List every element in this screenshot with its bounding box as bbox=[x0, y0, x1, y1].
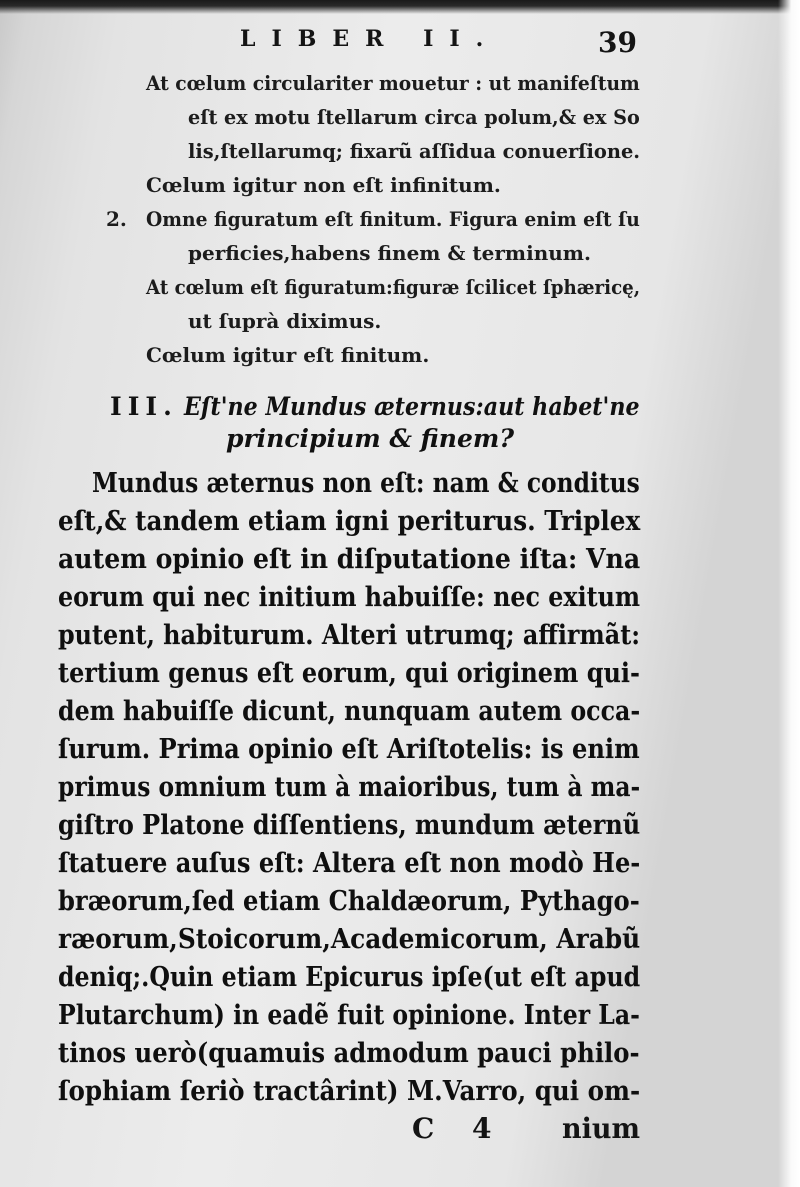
signature-mark: C 4 bbox=[412, 1112, 506, 1145]
question-number: III. bbox=[110, 392, 178, 421]
syllogism-line: At cœlum circulariter mouetur : ut manifeſtum bbox=[146, 71, 640, 95]
body-line: Plutarchum) in eadẽ fuit opinione. Inter La- bbox=[58, 999, 640, 1031]
syllogism-line: ut ſuprà diximus. bbox=[188, 309, 382, 333]
catchword: nium bbox=[562, 1112, 640, 1145]
body-line: eorum qui nec initium habuiſſe: nec exitum bbox=[58, 581, 641, 613]
question-heading-line2: principium & finem? bbox=[226, 424, 514, 453]
body-line: ſurum. Prima opinio eſt Ariſtotelis: is enim bbox=[58, 733, 640, 765]
question-heading-line1: Eſt'ne Mundus æternus:aut habet'ne bbox=[184, 392, 640, 421]
syllogism-line: Cœlum igitur non eſt infinitum. bbox=[146, 173, 501, 197]
body-line: primus omnium tum à maioribus, tum à ma- bbox=[58, 771, 641, 803]
syllogism-line: Cœlum igitur eſt finitum. bbox=[146, 343, 430, 367]
body-line: bræorum,ſed etiam Chaldæorum, Pythago- bbox=[58, 885, 640, 917]
running-title: LIBER II. bbox=[240, 26, 500, 52]
scan-right-edge bbox=[778, 0, 800, 1187]
body-line: dem habuiſſe dicunt, nunquam autem occa- bbox=[58, 695, 641, 727]
body-line: giſtro Platone diſſentiens, mundum æternũ bbox=[58, 809, 641, 841]
scan-top-shadow bbox=[0, 0, 800, 14]
body-line: putent, habiturum. Alteri utrumq; affirmãt: bbox=[58, 619, 641, 651]
body-line: eſt,& tandem etiam igni periturus. Triplex bbox=[58, 505, 641, 537]
syllogism-line: perficies,habens finem & terminum. bbox=[188, 241, 591, 265]
page-number: 39 bbox=[598, 26, 637, 59]
body-line: ſophiam ſeriò tractârint) M.Varro, qui om- bbox=[58, 1075, 641, 1107]
syllogism-line: eſt ex motu ſtellarum circa polum,& ex So bbox=[188, 105, 640, 129]
syllogism-number: 2. bbox=[106, 207, 127, 231]
body-line: tinos uerò(quamuis admodum pauci philo- bbox=[58, 1037, 640, 1069]
body-line: deniq;.Quin etiam Epicurus ipſe(ut eſt apud bbox=[58, 961, 641, 993]
syllogism-line: Omne figuratum eſt finitum. Figura enim eſt ſu bbox=[146, 207, 640, 231]
body-line: ſtatuere auſus eſt: Altera eſt non modò He- bbox=[58, 847, 641, 879]
syllogism-line: At cœlum eſt figuratum:figuræ ſcilicet ſphæricę, bbox=[146, 275, 641, 299]
body-line: autem opinio eſt in diſputatione iſta: Vna bbox=[58, 543, 641, 575]
body-line: tertium genus eſt eorum, qui originem qui- bbox=[58, 657, 640, 689]
syllogism-line: lis,ſtellarumq; fixarũ aſſidua conuerſione. bbox=[188, 139, 641, 163]
body-line: Mundus æternus non eſt: nam & conditus bbox=[92, 467, 640, 499]
body-line: ræorum,Stoicorum,Academicorum, Arabũ bbox=[58, 923, 641, 955]
